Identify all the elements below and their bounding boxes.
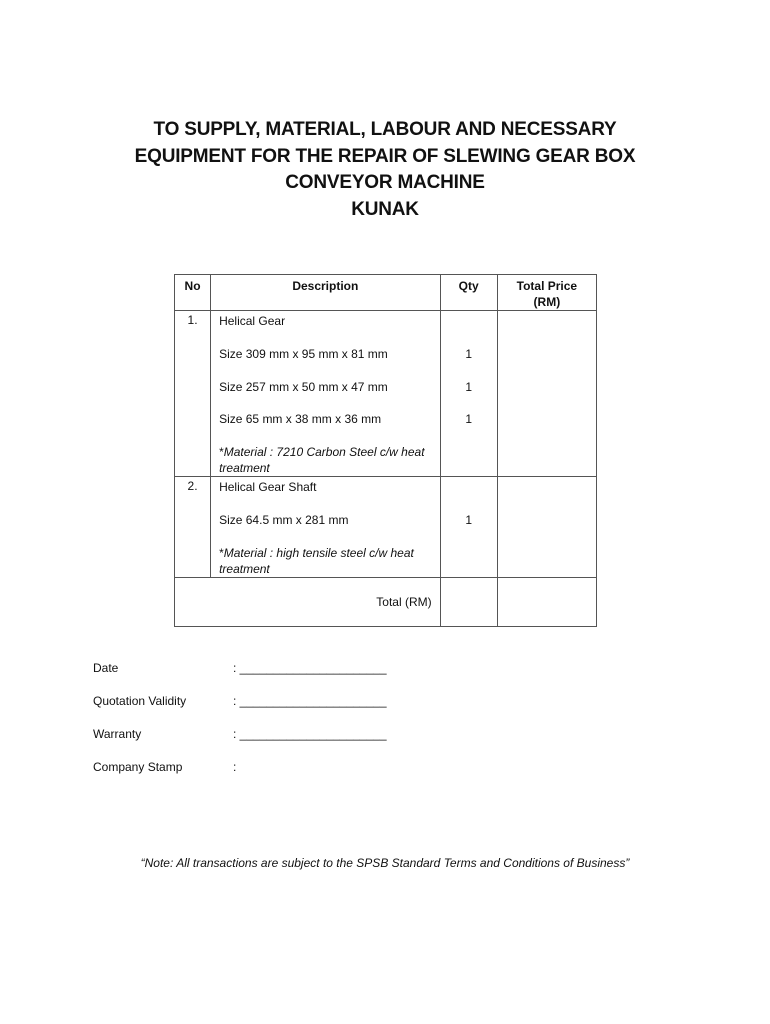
qty-value: 1 <box>465 379 473 394</box>
header-no: No <box>175 275 211 311</box>
total-price-cell[interactable] <box>497 577 596 626</box>
note-prefix: * <box>219 545 224 560</box>
row-description <box>211 477 441 578</box>
field-blank[interactable]: : ______________________ <box>233 694 387 708</box>
document-title <box>85 117 685 223</box>
material-note <box>219 444 440 476</box>
item-size: Size 309 mm x 95 mm x 81 mm <box>219 346 388 361</box>
item-size: Size 65 mm x 38 mm x 36 mm <box>219 412 382 427</box>
field-blank[interactable]: : ______________________ <box>233 727 387 741</box>
item-name: Helical Gear Shaft <box>219 480 317 495</box>
title-line: KUNAK <box>351 198 419 220</box>
note-text: Material : 7210 Carbon Steel c/w heat treatment <box>219 445 425 476</box>
row-qty <box>440 477 497 578</box>
field-label: Quotation Validity <box>93 694 187 708</box>
table-row <box>175 311 597 477</box>
row-description <box>211 311 441 477</box>
item-size: Size 257 mm x 50 mm x 47 mm <box>219 379 388 394</box>
row-qty <box>440 311 497 477</box>
field-label: Company Stamp <box>93 760 183 774</box>
field-label: Date <box>93 661 119 675</box>
table-header-row <box>175 275 597 311</box>
item-size: Size 64.5 mm x 281 mm <box>219 512 349 527</box>
qty-value: 1 <box>465 346 473 361</box>
qty-value: 1 <box>465 512 473 527</box>
title-line: CONVEYOR MACHINE <box>285 172 485 193</box>
total-qty-cell <box>440 577 497 626</box>
material-note <box>219 545 440 577</box>
quotation-table <box>174 274 597 627</box>
header-total-price: Total Price (RM) <box>497 275 596 311</box>
field-label: Warranty <box>93 727 142 741</box>
row-number: 1. <box>175 311 211 477</box>
header-description: Description <box>211 275 441 311</box>
note-prefix: * <box>219 445 224 460</box>
row-price-cell[interactable] <box>497 477 596 578</box>
header-qty: Qty <box>440 275 497 311</box>
field-blank[interactable]: : ______________________ <box>233 661 387 675</box>
total-row <box>175 577 597 626</box>
qty-value: 1 <box>465 412 473 427</box>
title-line: TO SUPPLY, MATERIAL, LABOUR AND NECESSARY <box>153 119 617 140</box>
terms-note: “Note: All transactions are subject to the SPSB Standard Terms and Conditions of Business” <box>140 856 630 870</box>
item-name: Helical Gear <box>219 314 286 328</box>
total-label: Total (RM) <box>175 577 441 626</box>
row-number: 2. <box>175 477 211 578</box>
field-blank[interactable]: : <box>233 760 237 774</box>
table-row <box>175 477 597 578</box>
note-text: Material : high tensile steel c/w heat treatment <box>219 545 414 576</box>
title-line: EQUIPMENT FOR THE REPAIR OF SLEWING GEAR BOX <box>134 145 636 167</box>
row-price-cell[interactable] <box>497 311 596 477</box>
